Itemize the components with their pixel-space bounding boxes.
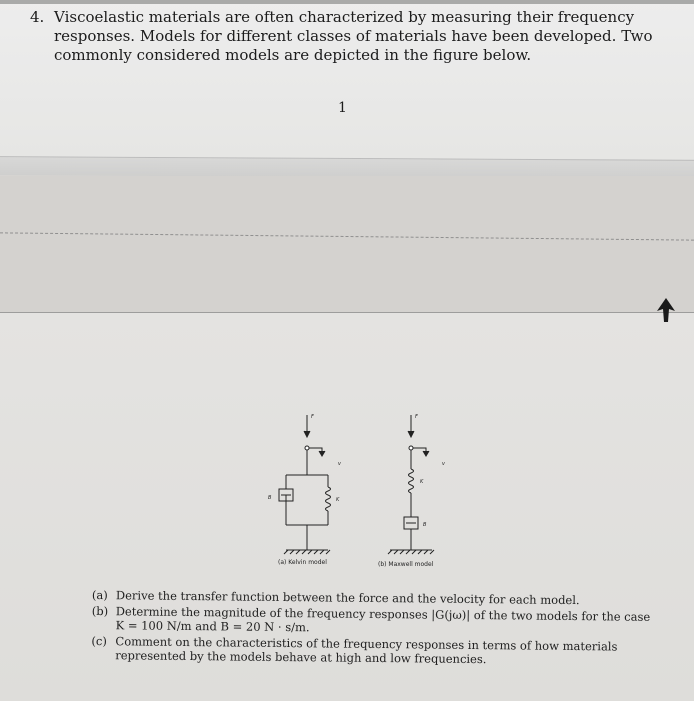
part-label: (c): [91, 633, 107, 649]
kelvin-spring-icon: [326, 487, 331, 511]
page-gap: [0, 176, 694, 312]
caption-maxwell: (b) Maxwell model: [378, 561, 434, 568]
maxwell-force-label: F: [415, 414, 418, 420]
page-number: 1: [338, 100, 347, 116]
part-label: (b): [91, 603, 109, 619]
caption-kelvin: (a) Kelvin model: [278, 559, 327, 566]
top-edge-shadow: [0, 0, 694, 4]
part-text: Determine the magnitude of the frequency responses |G(jω)| of the two models for the case K = 100 N/m and B = 20 N · s/m.: [115, 604, 651, 635]
maxwell-damper-label: B: [423, 522, 427, 528]
kelvin-spring-label: K: [336, 497, 340, 503]
figure-drawing: [250, 405, 470, 580]
question-number: 4.: [30, 8, 45, 26]
part-label: (a): [91, 588, 108, 603]
question-text: Viscoelastic materials are often characterized by measuring their frequency responses. Models for different classes of materials have been developed. Two commonly considered models are depicted in the figure below.: [54, 8, 653, 64]
question-parts: [91, 588, 652, 670]
kelvin-velocity-label: v: [338, 461, 341, 467]
part-text: Comment on the characteristics of the frequency responses in terms of how materials represented by the models behave at high and low frequencies.: [115, 634, 618, 667]
maxwell-velocity-label: v: [442, 461, 445, 467]
part-item: [91, 634, 651, 668]
maxwell-spring-label: K: [420, 479, 424, 485]
maxwell-spring-icon: [409, 469, 414, 493]
figure-models: [250, 405, 470, 580]
part-item: [92, 604, 652, 638]
kelvin-damper-label: B: [268, 495, 272, 501]
mouse-cursor-icon: [655, 297, 677, 323]
part-text: Derive the transfer function between the force and the velocity for each model.: [115, 588, 580, 608]
kelvin-force-label: F: [311, 414, 314, 420]
